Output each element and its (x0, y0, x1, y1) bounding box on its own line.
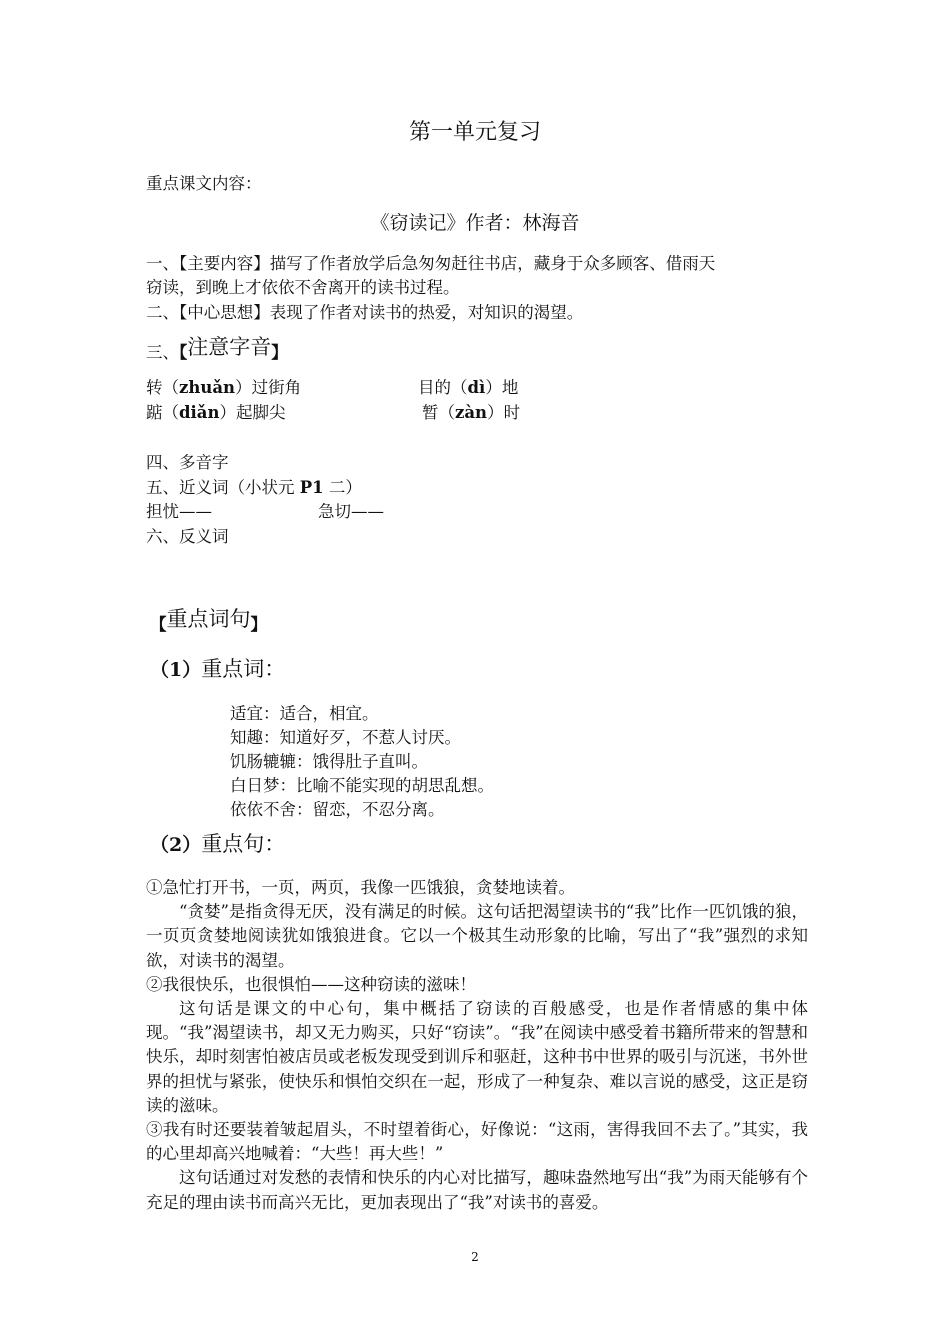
sentence-quote: ①急忙打开书，一页，两页，我像一匹饿狼，贪婪地读着。 (146, 878, 575, 897)
pinyin-item: 暂（zàn）时 (422, 403, 521, 422)
pinyin-item: 踮（diǎn）起脚尖 (146, 403, 286, 422)
word-entry: 适宜：适合，相宜。 (230, 704, 379, 723)
lesson-heading: 《窃读记》作者：林海音 (370, 212, 580, 234)
antonym-item: 六、反义词 (146, 527, 229, 546)
section-label: 重点课文内容： (146, 174, 262, 193)
sentence-quote: ③我有时还要装着皱起眉头，不时望着街心，好像说：“这雨，害得我回不去了。”其实，我的心里却高兴地喊着：“大些！再大些！” (146, 1120, 808, 1164)
word-entry: 白日梦：比喻不能实现的胡思乱想。 (230, 776, 494, 795)
key-words-heading: （1）重点词： (150, 657, 286, 681)
word-entry: 饥肠辘辘：饿得肚子直叫。 (230, 752, 428, 771)
key-section-heading: 【重点词句】 (150, 607, 267, 634)
word-entry: 依依不舍：留恋，不忍分离。 (230, 800, 445, 819)
synonym-entry: 担忧—— (146, 502, 212, 521)
pronunciation-heading: 三、【注意字音】 (146, 335, 288, 362)
pinyin-item: 转（zhuǎn）过街角 (146, 378, 302, 397)
synonym-item: 五、近义词（小状元 P1 二） (146, 478, 362, 497)
key-sentences-heading: （2）重点句： (150, 832, 286, 856)
sentence-explanation: “贪婪”是指贪得无厌，没有满足的时候。这句话把渴望读书的“我”比作一匹饥饿的狼，一页页贪婪地阅读犹如饿狼进食。它以一个极其生动形象的比喻，写出了“我”强烈的求知欲，对读书的渴望。 (146, 902, 808, 970)
polyphone-item: 四、多音字 (146, 453, 229, 472)
sentence-explanation: 这句话通过对发愁的表情和快乐的内心对比描写，趣味盎然地写出“我”为雨天能够有个充足的理由读书而高兴无比，更加表现出了“我”对读书的喜爱。 (146, 1168, 808, 1212)
sentence-quote: ②我很快乐，也很惧怕——这种窃读的滋味！ (146, 974, 476, 994)
pinyin-item: 目的（dì）地 (418, 378, 519, 397)
page-title: 第一单元复习 (408, 120, 541, 145)
page-number: 2 (471, 1250, 479, 1264)
sentence-block (146, 876, 808, 1215)
word-entry: 知趣：知道好歹，不惹人讨厌。 (230, 728, 461, 747)
central-idea-item: 二、【中心思想】表现了作者对读书的热爱，对知识的渴望。 (146, 303, 584, 322)
main-content-item: 一、【主要内容】描写了作者放学后急匆匆赶往书店，藏身于众多顾客、借雨天 窃读，到晚上才依依不舍离开的读书过程。 (146, 254, 716, 298)
synonym-entry: 急切—— (318, 502, 384, 521)
sentence-explanation: 这句话是课文的中心句，集中概括了窃读的百般感受，也是作者情感的集中体现。“我”渴望读书，却又无力购买，只好“窃读”。“我”在阅读中感受着书籍所带来的智慧和快乐，却时刻害怕被店员或老板发现受到训斥和驱赶，这种书中世界的吸引与沉迷，书外世界的担忧与紧张，使快乐和惧怕交织在一起，形成了一种复杂、难以言说的感受，这正是窃读的滋味。 (146, 999, 808, 1115)
